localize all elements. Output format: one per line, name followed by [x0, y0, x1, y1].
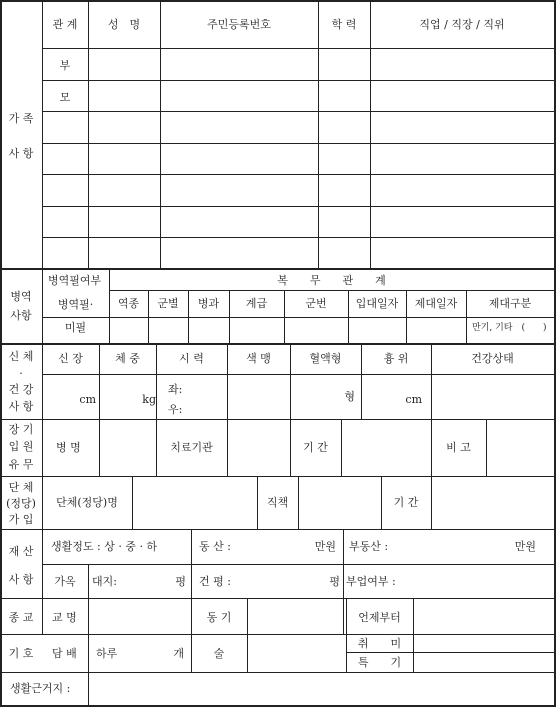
relation-father: 부	[59, 59, 71, 72]
family-section-label: 가 족	[8, 112, 34, 125]
period-label: 기 간	[303, 441, 328, 454]
grid-line-v	[486, 419, 487, 476]
grid-line-h	[42, 206, 556, 207]
grid-line-v	[341, 419, 342, 476]
grid-line-v	[99, 419, 100, 476]
treatment-section-label: 유 무	[8, 458, 34, 471]
grid-line-v	[88, 598, 89, 672]
physical-section-label: 신 체	[8, 350, 34, 363]
grid-line-v	[298, 476, 299, 529]
grid-line-v	[88, 672, 89, 705]
grid-line-v	[343, 529, 344, 634]
religion-name-label: 교 명	[52, 611, 77, 624]
treatment-section-label: 장 기	[8, 423, 34, 436]
building-unit: 평	[329, 575, 340, 588]
grid-line-h	[42, 237, 556, 238]
side-job-label: 부업여부 :	[346, 575, 396, 588]
header-occupation: 직업 / 직장 / 직위	[419, 18, 505, 31]
land-unit: 평	[175, 575, 186, 588]
disease-label: 병 명	[56, 441, 81, 454]
smoking-label: 담 배	[52, 647, 77, 660]
treatment-section-label: 입 원	[8, 440, 34, 453]
assets-section-label: 재 산	[8, 545, 34, 558]
header-id-number: 주민등록번호	[207, 18, 271, 31]
grid-line-v	[318, 0, 319, 268]
organization-section-label: 가 입	[8, 513, 34, 526]
grid-line-v	[42, 343, 43, 634]
religion-section-label: 종 교	[8, 611, 34, 624]
military-col-4: 군번	[305, 297, 327, 310]
grid-line-h	[0, 0, 556, 2]
military-service-label: 복 무 관 계	[277, 274, 386, 287]
preference-section-label: 기 호	[8, 647, 34, 660]
grid-line-h	[42, 143, 556, 144]
grid-line-h	[0, 672, 556, 673]
military-col-5: 입대일자	[355, 297, 399, 310]
grid-line-v	[227, 419, 228, 476]
physical-header-0: 신 장	[58, 352, 83, 365]
grid-line-v	[431, 476, 432, 529]
military-required-label: 병역필여부	[48, 274, 102, 287]
grid-line-h	[346, 652, 556, 653]
vision-left: 좌:	[168, 383, 183, 396]
specialty-label: 특 기	[357, 656, 402, 669]
living-basis-label: 생활근거지 :	[10, 682, 71, 695]
military-status-label: 미필	[64, 321, 87, 334]
assets-section-label: 사 항	[8, 573, 34, 586]
grid-line-v	[88, 564, 89, 598]
header-education: 학 력	[331, 18, 357, 31]
movable-label: 동 산 :	[199, 540, 231, 553]
header-relation: 관 계	[52, 18, 78, 31]
organization-period-label: 기 간	[393, 496, 419, 509]
grid-line-v	[88, 0, 89, 268]
discharge-note: 만기, 기타 ( )	[472, 323, 547, 333]
military-col-2: 병과	[197, 297, 220, 310]
grid-line-h	[42, 80, 556, 81]
physical-section-label: 사 항	[8, 400, 34, 413]
organization-position-label: 직책	[266, 496, 289, 509]
movable-unit: 만원	[314, 540, 336, 553]
organization-name-label: 단체(정당)명	[56, 496, 118, 509]
physical-header-2: 시 력	[179, 352, 204, 365]
physical-header-4: 혈액형	[309, 352, 342, 365]
hobby-label: 취 미	[357, 637, 402, 650]
unit-height: cm	[79, 393, 96, 406]
count-unit: 개	[173, 647, 184, 660]
grid-line-h	[0, 529, 556, 530]
hospital-label: 치료기관	[170, 441, 213, 454]
relation-mother: 모	[59, 91, 71, 104]
physical-header-3: 색 맹	[246, 352, 271, 365]
grid-line-h	[0, 476, 556, 477]
house-label: 가옥	[54, 575, 76, 588]
physical-section-label: ·	[19, 367, 23, 380]
organization-section-label: 단 체	[8, 481, 34, 494]
physical-section-label: 건 강	[8, 383, 34, 396]
grid-line-v	[370, 0, 371, 268]
organization-section-label: (정당)	[6, 497, 36, 510]
grid-line-h	[0, 634, 556, 635]
living-standard: 생활정도 : 상 · 중 · 하	[51, 540, 158, 553]
grid-line-h	[42, 564, 556, 565]
vision-right: 우:	[168, 403, 183, 416]
religion-since-label: 언제부터	[358, 611, 401, 624]
grid-line-h	[42, 111, 556, 112]
grid-line-v	[191, 598, 192, 672]
family-section-label: 사 항	[8, 147, 34, 160]
header-name: 성 명	[107, 18, 141, 31]
grid-line-h	[0, 268, 556, 270]
grid-line-h	[42, 374, 556, 375]
grid-line-h	[42, 48, 556, 49]
grid-line-v	[160, 0, 161, 268]
alcohol-label: 술	[213, 647, 225, 660]
grid-line-h	[42, 317, 556, 318]
unit-chest: cm	[405, 393, 422, 406]
grid-line-v	[247, 598, 248, 672]
religion-motive-label: 동 기	[206, 611, 232, 624]
physical-header-1: 체 중	[115, 352, 140, 365]
per-day-label: 하루	[96, 647, 118, 660]
grid-line-v	[42, 0, 43, 268]
grid-line-h	[0, 598, 556, 599]
unit-blood: 형	[344, 390, 355, 403]
grid-line-h	[42, 174, 556, 175]
military-col-3: 계급	[245, 297, 268, 310]
military-col-7: 제대구분	[488, 297, 532, 310]
note-label: 비 고	[446, 441, 471, 454]
physical-header-5: 흉 위	[383, 352, 409, 365]
military-col-1: 군별	[157, 297, 179, 310]
military-section-label: 병역	[10, 290, 32, 303]
grid-line-h	[109, 290, 556, 291]
grid-line-v	[132, 476, 133, 529]
unit-weight: kg	[142, 393, 156, 406]
land-label: 대지:	[92, 575, 117, 588]
military-section-label: 사항	[10, 309, 32, 322]
military-col-6: 제대일자	[414, 297, 458, 310]
realestate-unit: 만원	[514, 540, 536, 553]
grid-line-h	[0, 419, 556, 420]
building-label: 건 평 :	[199, 575, 231, 588]
grid-line-v	[413, 598, 414, 672]
grid-line-h	[0, 343, 556, 345]
physical-header-6: 건강상태	[471, 352, 514, 365]
military-status-label: 병역필·	[57, 298, 94, 311]
realestate-label: 부동산 :	[349, 540, 389, 553]
military-col-0: 역종	[117, 297, 140, 310]
